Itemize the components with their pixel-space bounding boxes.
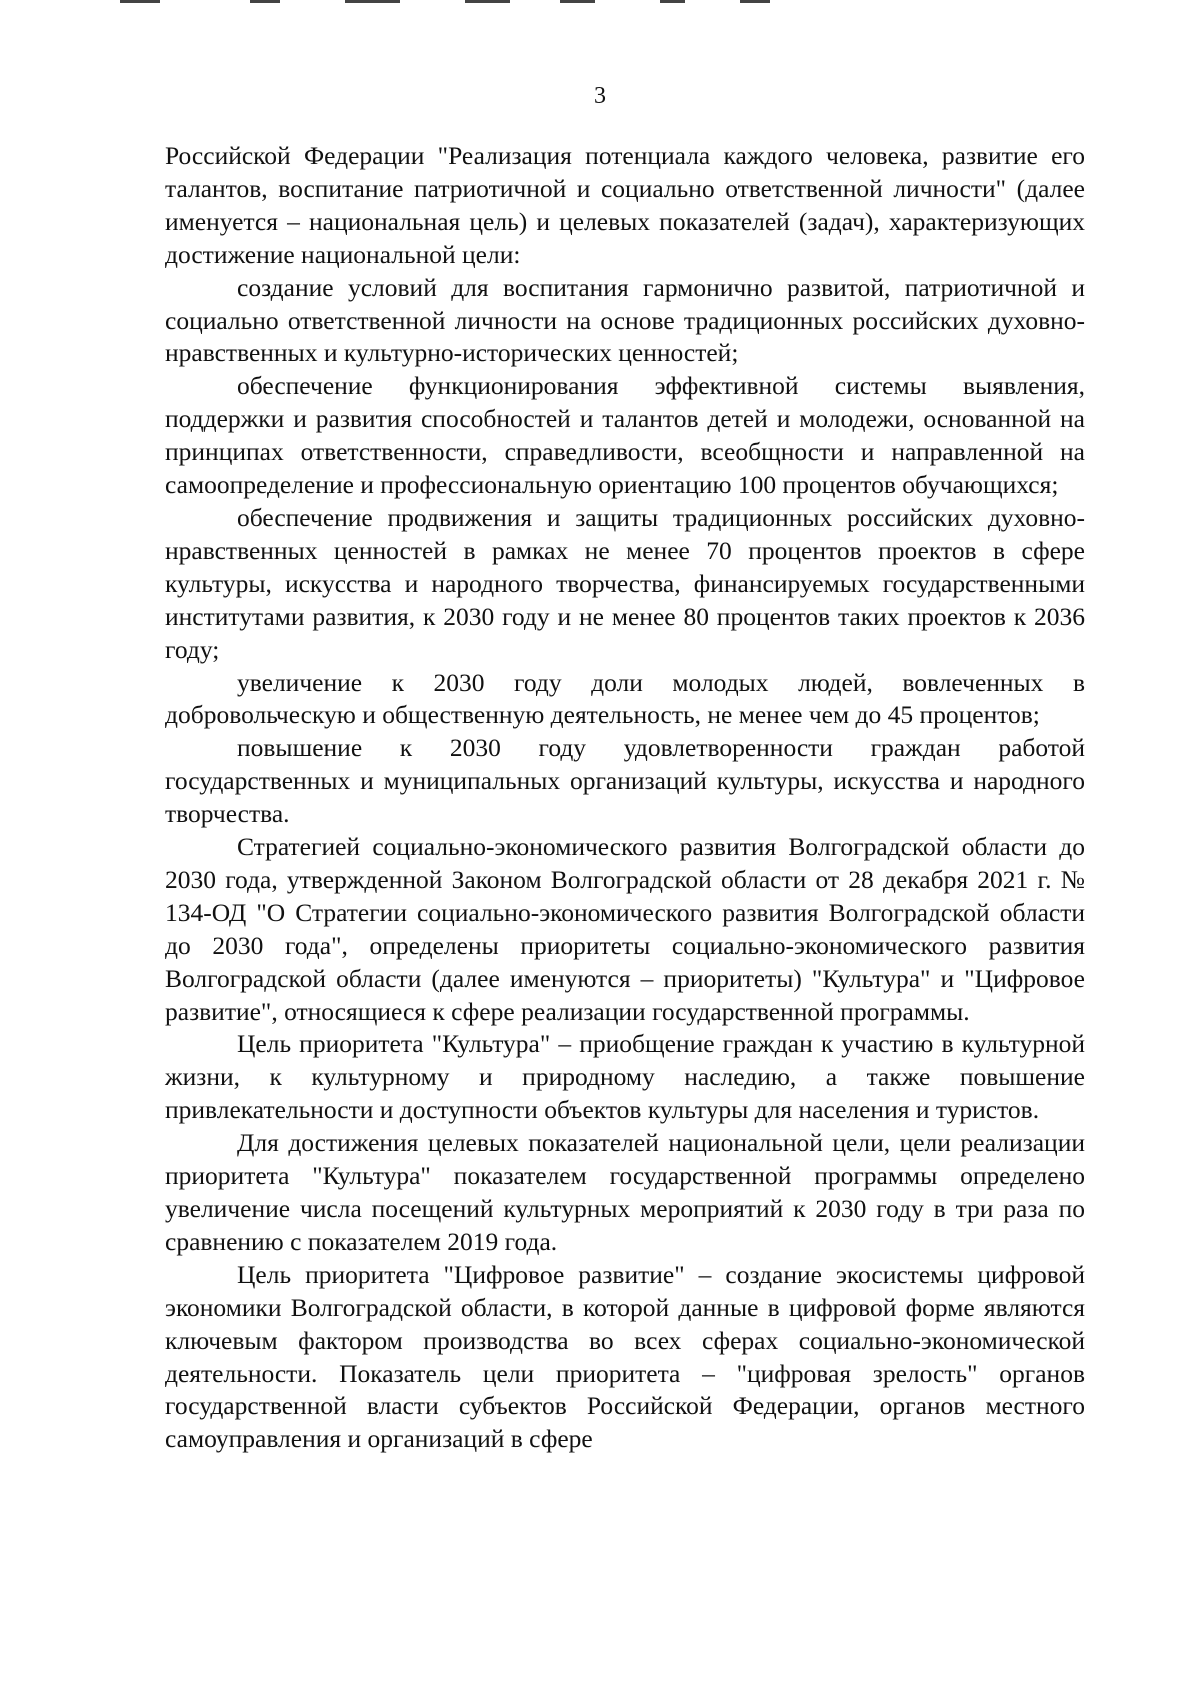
page-number: 3 — [594, 83, 606, 109]
scan-mark — [120, 0, 160, 3]
paragraph: создание условий для воспитания гармонично развитой, патриотичной и социально ответственной личности на основе традиционных российских духовно-нравственных и культурно-исторических ценностей; — [165, 272, 1085, 368]
paragraph: увеличение к 2030 году доли молодых людей, вовлеченных в добровольческую и общественную деятельность, не менее чем до 45 процентов; — [165, 667, 1085, 730]
scan-mark — [465, 0, 510, 3]
paragraph: Цель приоритета "Цифровое развитие" – создание экосистемы цифровой экономики Волгоградской области, в которой данные в цифровой форме являются ключевым фактором производства во всех сферах социально-экономической деятельности. Показатель цели приоритета – "цифровая зрелость" органов государственной власти субъектов Российской Федерации, органов местного самоуправления и организаций в сфере — [165, 1259, 1085, 1454]
scan-edge-marks — [0, 0, 1200, 6]
scan-mark — [560, 0, 595, 3]
paragraph: Стратегией социально-экономического развития Волгоградской области до 2030 года, утвержденной Законом Волгоградской области от 28 декабря 2021 г. № 134-ОД "О Стратегии социально-экономического развития Волгоградской области до 2030 года", определены приоритеты социально-экономического развития Волгоградской области (далее именуются – приоритеты) "Культура" и "Цифровое развитие", относящиеся к сфере реализации государственной программы. — [165, 832, 1085, 1026]
document-body — [165, 140, 1085, 1456]
paragraph: обеспечение продвижения и защиты традиционных российских духовно-нравственных ценностей в рамках не менее 70 процентов проектов в сфере культуры, искусства и народного творчества, финансируемых государственными институтами развития, к 2030 году и не менее 80 процентов таких проектов к 2036 году; — [165, 502, 1085, 664]
scan-mark — [740, 0, 770, 3]
scan-mark — [250, 0, 280, 3]
paragraph: Цель приоритета "Культура" – приобщение граждан к участию в культурной жизни, к культурному и природному наследию, а также повышение привлекательности и доступности объектов культуры для населения и туристов. — [165, 1029, 1085, 1125]
paragraph-continuation: Российской Федерации "Реализация потенциала каждого человека, развитие его талантов, воспитание патриотичной и социально ответственной личности" (далее именуется – национальная цель) и целевых показателей (задач), характеризующих достижение национальной цели: — [165, 141, 1085, 269]
paragraph: обеспечение функционирования эффективной системы выявления, поддержки и развития способностей и талантов детей и молодежи, основанной на принципах ответственности, справедливости, всеобщности и направленной на самоопределение и профессиональную ориентацию 100 процентов обучающихся; — [165, 371, 1085, 500]
paragraph: Для достижения целевых показателей национальной цели, цели реализации приоритета "Культура" показателем государственной программы определено увеличение числа посещений культурных мероприятий к 2030 году в три раза по сравнению с показателем 2019 года. — [165, 1128, 1085, 1256]
scan-mark — [345, 0, 400, 3]
paragraph: повышение к 2030 году удовлетворенности граждан работой государственных и муниципальных организаций культуры, искусства и народного творчества. — [165, 733, 1085, 829]
scan-mark — [660, 0, 685, 3]
